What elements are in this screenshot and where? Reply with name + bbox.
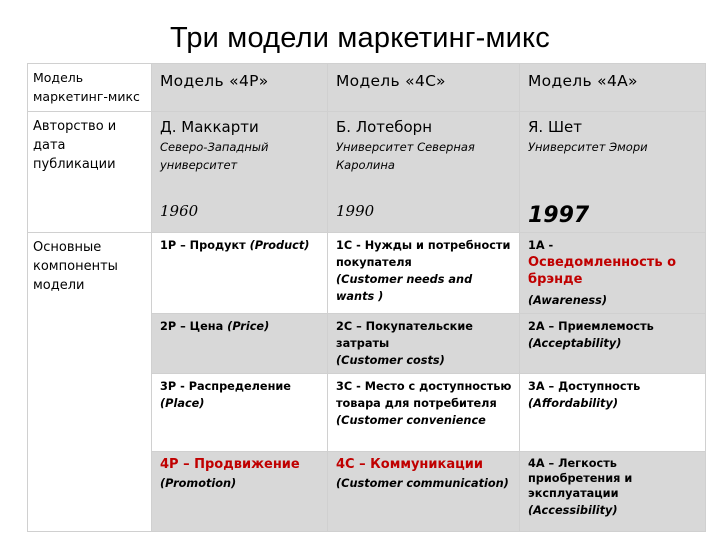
- author-4a: Я. Шет: [528, 118, 582, 136]
- component-3a-main: 3А – Доступность: [528, 380, 641, 393]
- component-1p-main: 1P – Продукт: [160, 239, 246, 252]
- authorship-4c: [328, 112, 520, 233]
- component-3a-en: (Affordability): [528, 397, 618, 410]
- component-1p: [152, 233, 328, 314]
- component-3a: [520, 374, 706, 452]
- component-3c: [328, 374, 520, 452]
- marketing-mix-table: [27, 63, 706, 532]
- header-4p: Модель «4P»: [152, 64, 328, 112]
- component-1a-highlight: Осведомленность о брэнде: [528, 255, 677, 287]
- component-3p-en: (Place): [160, 397, 205, 410]
- header-4c: Модель «4C»: [328, 64, 520, 112]
- component-1a: [520, 233, 706, 314]
- row-label-authorship: Авторство и дата публикации: [28, 112, 152, 233]
- component-4p-main: 4P – Продвижение: [160, 457, 300, 472]
- component-1a-en: (Awareness): [528, 294, 608, 307]
- component-4a-en: (Accessibility): [528, 504, 618, 517]
- authorship-4p: [152, 112, 328, 233]
- component-3c-main: 3С - Место с доступностью товара для потребителя: [336, 380, 512, 410]
- row-label-model: Модель маркетинг-микс: [28, 64, 152, 112]
- component-2c-en: (Customer costs): [336, 354, 445, 367]
- component-4a: [520, 452, 706, 532]
- component-4a-main: 4А – Легкость приобретения и эксплуатации: [528, 457, 633, 500]
- institution-4a: Университет Эмори: [528, 140, 648, 154]
- component-3p-main: 3P - Распределение: [160, 380, 291, 393]
- component-2c: [328, 314, 520, 374]
- component-4c: [328, 452, 520, 532]
- component-3p: [152, 374, 328, 452]
- year-4a: 1997: [528, 203, 590, 228]
- header-4a: Модель «4A»: [520, 64, 706, 112]
- component-1c-main: 1С - Нужды и потребности покупателя: [336, 239, 511, 269]
- year-4p: 1960: [160, 202, 199, 220]
- component-4p-en: (Promotion): [160, 477, 237, 490]
- component-2a-en: (Acceptability): [528, 337, 622, 350]
- component-2a: [520, 314, 706, 374]
- component-1c: [328, 233, 520, 314]
- component-1a-main: 1А -: [528, 239, 554, 252]
- component-2c-main: 2С – Покупательские затраты: [336, 320, 473, 350]
- authorship-4a: [520, 112, 706, 233]
- year-4c: 1990: [336, 202, 375, 220]
- component-2p-en: (Price): [227, 320, 270, 333]
- component-1c-en: (Customer needs and wants ): [336, 273, 473, 303]
- authorship-row: [28, 112, 706, 233]
- component-4c-main: 4С – Коммуникации: [336, 457, 483, 472]
- author-4c: Б. Лотеборн: [336, 118, 433, 136]
- component-4p: [152, 452, 328, 532]
- row-label-components: Основные компоненты модели: [28, 233, 152, 532]
- component-2p-main: 2P – Цена: [160, 320, 224, 333]
- institution-4c: Университет Северная Каролина: [336, 140, 475, 172]
- header-row: [28, 64, 706, 112]
- component-row: [28, 233, 706, 314]
- component-2a-main: 2А – Приемлемость: [528, 320, 654, 333]
- page-title: Три модели маркетинг-микс: [170, 22, 550, 54]
- component-2p: [152, 314, 328, 374]
- author-4p: Д. Маккарти: [160, 118, 259, 136]
- component-3c-en: (Customer convenience: [336, 414, 486, 427]
- institution-4p: Северо-Западный университет: [160, 140, 269, 172]
- component-1p-en: (Product): [249, 239, 310, 252]
- component-4c-en: (Customer communication): [336, 477, 509, 490]
